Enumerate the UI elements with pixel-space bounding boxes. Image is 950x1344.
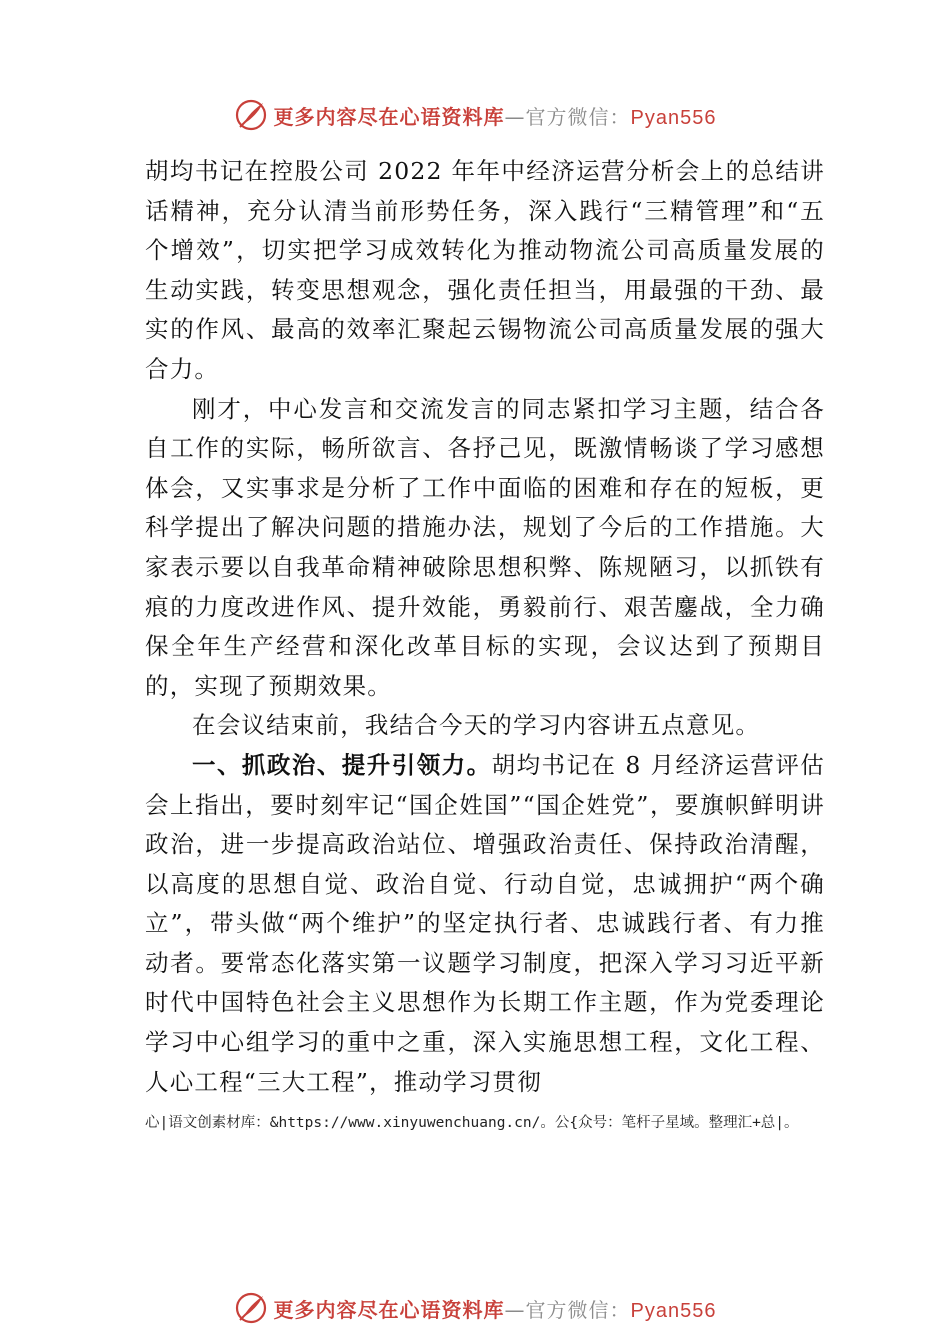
banner-dash: — <box>504 1297 526 1322</box>
section-heading: 一、抓政治、提升引领力。 <box>192 750 492 779</box>
footer-banner <box>0 1288 950 1328</box>
source-footnote: 心|语文创素材库：&https://www.xinyuwenchuang.cn/。公{众号：笔杆子星域。整理汇+总|。 <box>145 1115 799 1131</box>
paragraph-2 <box>145 390 825 707</box>
paragraph-4 <box>145 746 825 1102</box>
header-banner <box>0 95 950 135</box>
paragraph-1 <box>145 152 825 390</box>
paragraph-3 <box>145 706 825 746</box>
document-body <box>145 152 825 1102</box>
banner-wechat-id: Pyan556 <box>630 106 717 129</box>
paragraph-text: 胡均书记在控股公司 2022 年年中经济运营分析会上的总结讲话精神，充分认清当前形势任务，深入践行“三精管理”和“五个增效”，切实把学习成效转化为推动物流公司高质量发展的生动实践，转变思想观念，强化责任担当，用最强的干劲、最实的作风、最高的效率汇聚起云锡物流公司高质量发展的强大合力。 <box>145 157 825 383</box>
banner-wechat-id: Pyan556 <box>630 1299 717 1322</box>
paragraph-text: 刚才，中心发言和交流发言的同志紧扣学习主题，结合各自工作的实际，畅所欲言、各抒己见，既激情畅谈了学习感想体会，又实事求是分析了工作中面临的困难和存在的短板，更科学提出了解决问题的措施办法，规划了今后的工作措施。大家表示要以自我革命精神破除思想积弊、陈规陋习，以抓铁有痕的力度改进作风、提升效能，勇毅前行、艰苦鏖战，全力确保全年生产经营和深化改革目标的实现，会议达到了预期目的，实现了预期效果。 <box>145 394 825 700</box>
paragraph-text: 在会议结束前，我结合今天的学习内容讲五点意见。 <box>192 711 761 740</box>
banner-text <box>274 101 717 130</box>
paragraph-text: 胡均书记在 8 月经济运营评估会上指出，要时刻牢记“国企姓国”“国企姓党”，要旗帜鲜明讲政治，进一步提高政治站位、增强政治责任、保持政治清醒，以高度的思想自觉、政治自觉、行动自觉，忠诚拥护“两个确立”，带头做“两个维护”的坚定执行者、忠诚践行者、有力推动者。要常态化落实第一议题学习制度，把深入学习习近平新时代中国特色社会主义思想作为长期工作主题，作为党委理论学习中心组学习的重中之重，深入实施思想工程，文化工程、人心工程“三大工程”，推动学习贯彻 <box>145 750 825 1096</box>
feather-pen-logo-icon <box>234 1291 268 1325</box>
banner-text <box>274 1294 717 1323</box>
banner-dash: — <box>504 104 526 129</box>
feather-pen-logo-icon <box>234 98 268 132</box>
banner-main-text: 更多内容尽在心语资料库 <box>273 1297 505 1322</box>
banner-wechat-label: 官方微信： <box>525 104 631 129</box>
banner-main-text: 更多内容尽在心语资料库 <box>273 104 505 129</box>
banner-wechat-label: 官方微信： <box>525 1297 631 1322</box>
